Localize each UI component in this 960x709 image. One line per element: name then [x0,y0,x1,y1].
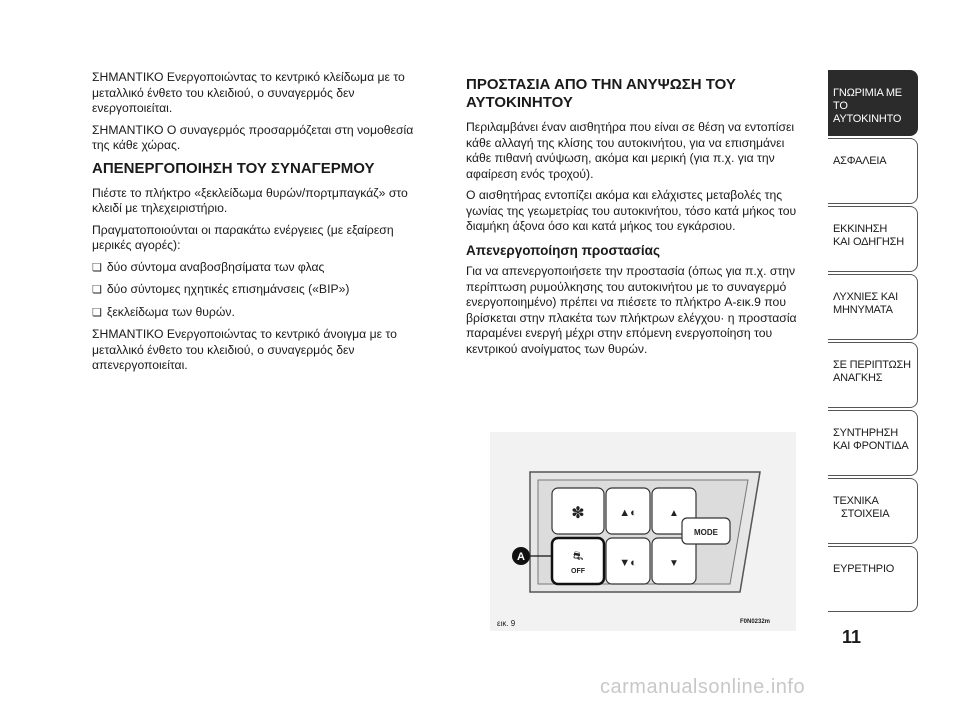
tab-starting-driving[interactable]: ΕΚΚΙΝΗΣΗ ΚΑΙ ΟΔΗΓΗΣΗ [828,206,918,272]
paragraph-sensor-detail: Ο αισθητήρας εντοπίζει ακόμα και ελάχιστες μεταβολές της γωνίας της γεωμετρίας του αυτοκινήτου, τόσο κατά μήκος του διαμήκη άξονα όσο και κατά μήκος του εγκάρσιου. [466,188,797,233]
paragraph-sensor-intro: Περιλαμβάνει έναν αισθητήρα που είναι σε θέση να εντοπίσει κάθε αλλαγή της κλίσης του αυτοκινήτου, για να επισημάνει κάθε πιθανή ανύψωση, ακόμα και μερική (για π.χ. για την αφαίρεση ενός τροχού). [466,120,795,181]
arrow-up-icon: ▲ [669,508,679,519]
callout-a-label: A [517,551,525,563]
headlight-up-icon: ▲◐ [619,507,637,519]
tab-technical-data[interactable]: ΤΕΧΝΙΚΑ ΣΤΟΙΧΕΙΑ [828,478,918,544]
bullet-item-unlock: ❏ ξεκλείδωμα των θυρών. [92,305,427,322]
bullet-item-beeps: ❏ δύο σύντομες ηχητικές επισημάνσεις («BIP») [92,282,427,299]
tab-safety[interactable]: ΑΣΦΑΛΕΙΑ [828,138,918,204]
subsection-heading-deactivate-protection: Απενεργοποίηση προστασίας [466,242,660,258]
paragraph-deactivate: Για να απενεργοποιήσετε την προστασία (όπως για π.χ. στην περίπτωση ρυμούλκησης του αυτοκινήτου με το συναγερμό ενεργοποιημένο) πρέπει να πιέσετε το πλήκτρο A-εικ.9 που βρίσκεται στην πλακέτα των πλήκτρων ελέγχου· η προστασία παραμένει ενεργή μέχρι στην επόμενη ενεργοποίηση του κεντρικού ανοίγματος των θυρών. [466,264,797,356]
page-number: 11 [842,627,862,647]
car-lift-icon: ⛐ [572,549,584,563]
important-note-3: ΣΗΜΑΝΤΙΚΟ Ενεργοποιώντας το κεντρικό άνοιγμα με το μεταλλικό ένθετο του κλειδιού, ο συναγερμός δεν απενεργοποιείται. [92,327,397,372]
off-label: OFF [571,568,585,575]
control-panel-illustration [490,432,796,631]
tab-emergency[interactable]: ΣΕ ΠΕΡΙΠΤΩΣΗ ΑΝΑΓΚΗΣ [828,342,918,408]
chapter-sidebar [828,70,918,618]
paragraph-press-unlock: Πιέστε το πλήκτρο «ξεκλείδωμα θυρών/πορτμπαγκάζ» στο κλειδί με τηλεχειριστήριο. [92,185,408,215]
paragraph-actions: Πραγματοποιούνται οι παρακάτω ενέργειες (με εξαίρεση μερικές αγορές): [92,222,394,252]
tab-lights-messages[interactable]: ΛΥΧΝΙΕΣ ΚΑΙ ΜΗΝΥΜΑΤΑ [828,274,918,340]
tab-maintenance[interactable]: ΣΥΝΤΗΡΗΣΗ ΚΑΙ ΦΡΟΝΤΙΔΑ [828,410,918,476]
mode-label: MODE [694,528,718,537]
figure-code: F0N0232m [740,619,771,625]
tab-index[interactable]: ΕΥΡΕΤΗΡΙΟ [828,546,918,612]
figure-control-panel [490,432,796,631]
tab-getting-to-know[interactable]: ΓΝΩΡΙΜΙΑ ΜΕ ΤΟ ΑΥΤΟΚΙΝΗΤΟ [828,70,918,136]
watermark: carmanualsonline.info [600,676,806,698]
left-column [92,70,427,380]
bullet-item-flashes: ❏ δύο σύντομα αναβοσβησίματα των φλας [92,260,427,277]
headlight-down-icon: ▼◐ [619,557,637,569]
arrow-down-icon: ▼ [669,558,679,569]
section-heading-alarm-deactivation: ΑΠΕΝΕΡΓΟΠΟΙΗΣΗ ΤΟΥ ΣΥΝΑΓΕΡΜΟΥ [92,159,375,177]
important-note-2: ΣΗΜΑΝΤΙΚΟ Ο συναγερμός προσαρμόζεται στη νομοθεσία της κάθε χώρας. [92,122,414,152]
important-note-1: ΣΗΜΑΝΤΙΚΟ Ενεργοποιώντας το κεντρικό κλείδωμα με το μεταλλικό ένθετο του κλειδιού, ο συναγερμός δεν ενεργοποιείται. [92,70,405,115]
right-column [466,70,800,363]
figure-caption: εικ. 9 [497,619,516,628]
fan-icon: ✽ [571,505,585,522]
section-heading-lift-protection: ΠΡΟΣΤΑΣΙΑ ΑΠΟ ΤΗΝ ΑΝΥΨΩΣΗ ΤΟΥ ΑΥΤΟΚΙΝΗΤΟΥ [466,76,736,111]
